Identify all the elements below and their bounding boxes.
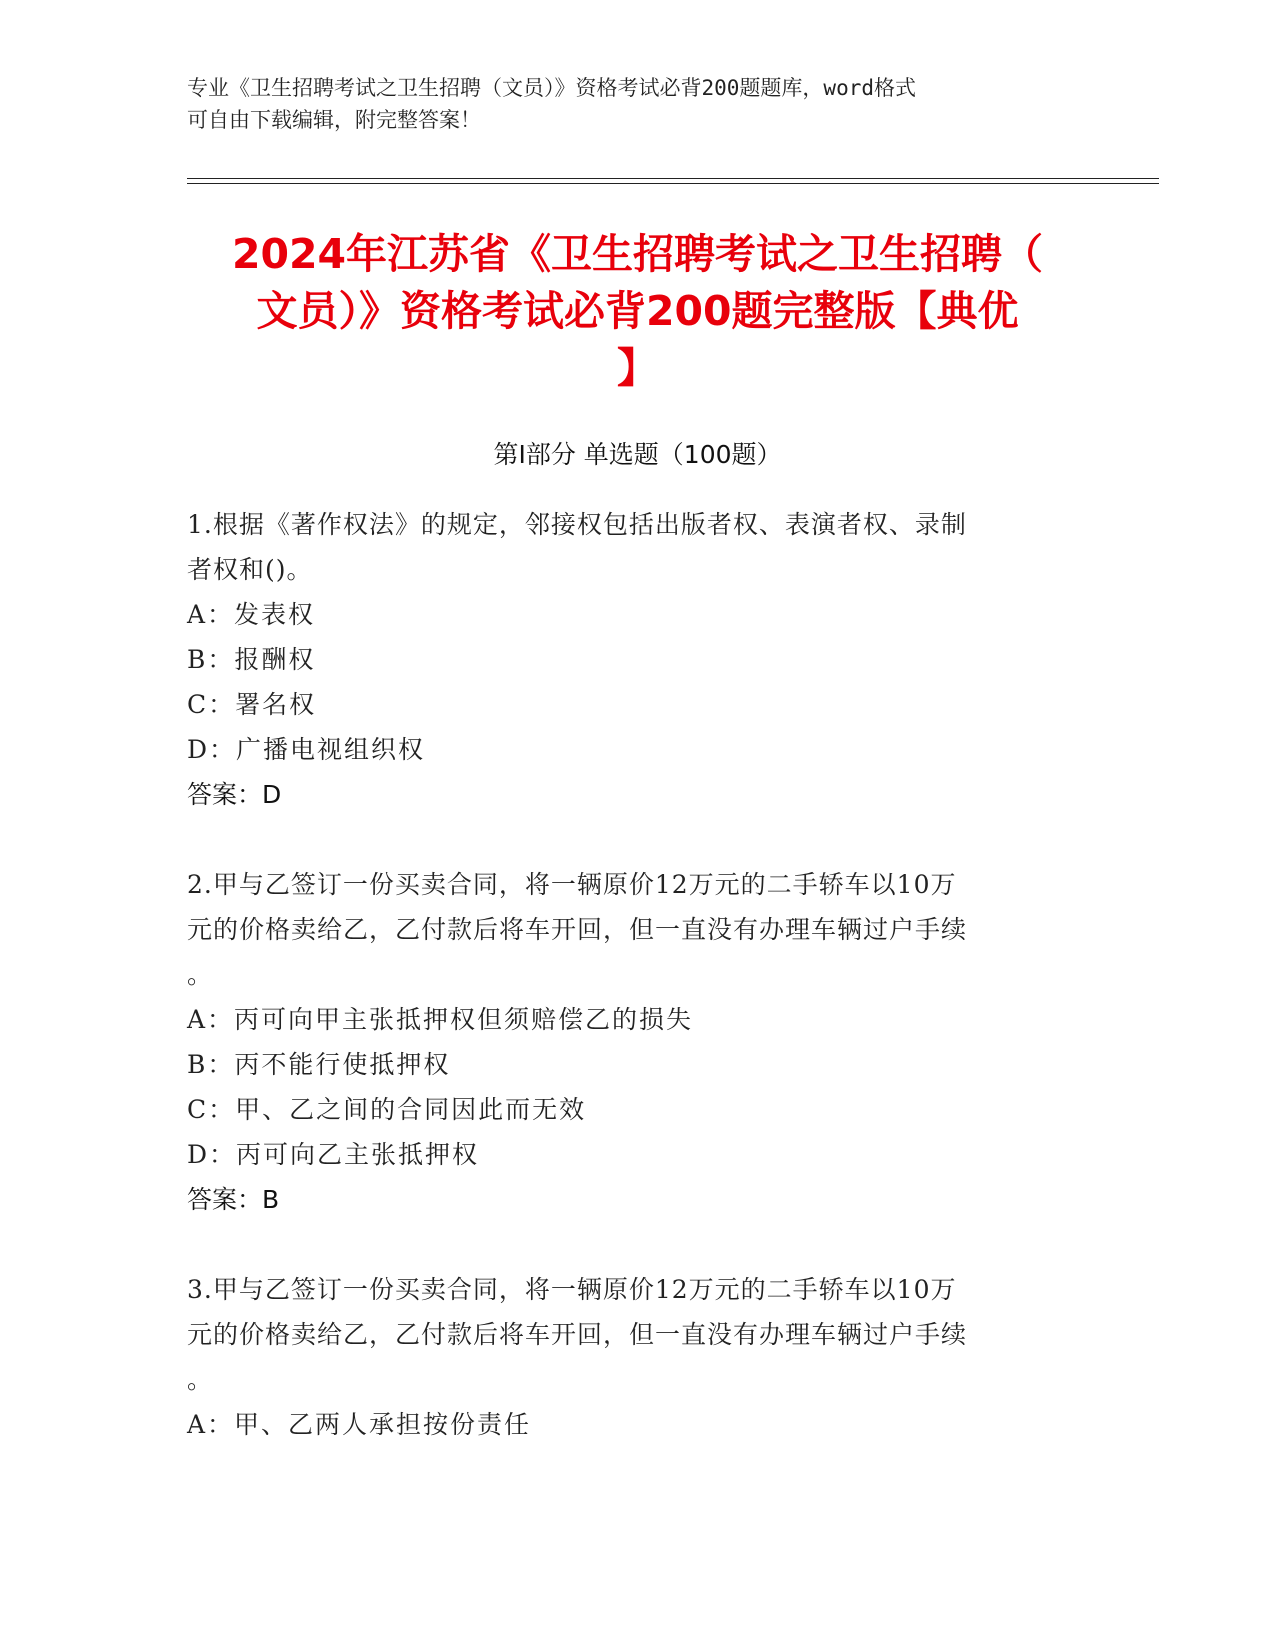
question-text: 。 [187, 960, 214, 989]
option-c: C：署名权 [187, 690, 317, 719]
option-c: C：甲、乙之间的合同因此而无效 [187, 1095, 587, 1124]
answer: 答案：D [187, 780, 282, 809]
option-d: D：广播电视组织权 [187, 735, 426, 764]
question-text: 3.甲与乙签订一份买卖合同，将一辆原价12万元的二手轿车以10万 [187, 1275, 957, 1304]
title-line: 2024年江苏省《卫生招聘考试之卫生招聘（ [231, 230, 1044, 278]
question-1 [187, 502, 1087, 817]
question-text: 2.甲与乙签订一份买卖合同，将一辆原价12万元的二手轿车以10万 [187, 870, 957, 899]
header-note [187, 72, 1087, 136]
option-a: A：发表权 [187, 600, 316, 629]
header-divider [187, 183, 1159, 184]
answer: 答案：B [187, 1185, 280, 1214]
header-note-line: 可自由下载编辑，附完整答案！ [187, 108, 481, 132]
option-b: B：丙不能行使抵押权 [187, 1050, 451, 1079]
section-title: 第Ⅰ部分 单选题（100题） [493, 440, 782, 469]
question-3 [187, 1267, 1087, 1447]
header-note-line: 专业《卫生招聘考试之卫生招聘（文员）》资格考试必背200题题库，word格式 [187, 76, 916, 100]
question-2 [187, 862, 1087, 1222]
option-d: D：丙可向乙主张抵押权 [187, 1140, 480, 1169]
question-text: 。 [187, 1365, 214, 1394]
question-text: 者权和()。 [187, 555, 313, 584]
title-line: 文员）》资格考试必背200题完整版【典优 [256, 287, 1019, 335]
question-text: 1.根据《著作权法》的规定，邻接权包括出版者权、表演者权、录制 [187, 510, 967, 539]
question-text: 元的价格卖给乙，乙付款后将车开回，但一直没有办理车辆过户手续 [187, 915, 968, 944]
option-b: B：报酬权 [187, 645, 316, 674]
option-a: A：丙可向甲主张抵押权但须赔偿乙的损失 [187, 1005, 694, 1034]
document-title [150, 226, 1125, 397]
header-divider [187, 178, 1159, 179]
title-line: 】 [617, 344, 658, 392]
question-text: 元的价格卖给乙，乙付款后将车开回，但一直没有办理车辆过户手续 [187, 1320, 968, 1349]
option-a: A：甲、乙两人承担按份责任 [187, 1410, 532, 1439]
